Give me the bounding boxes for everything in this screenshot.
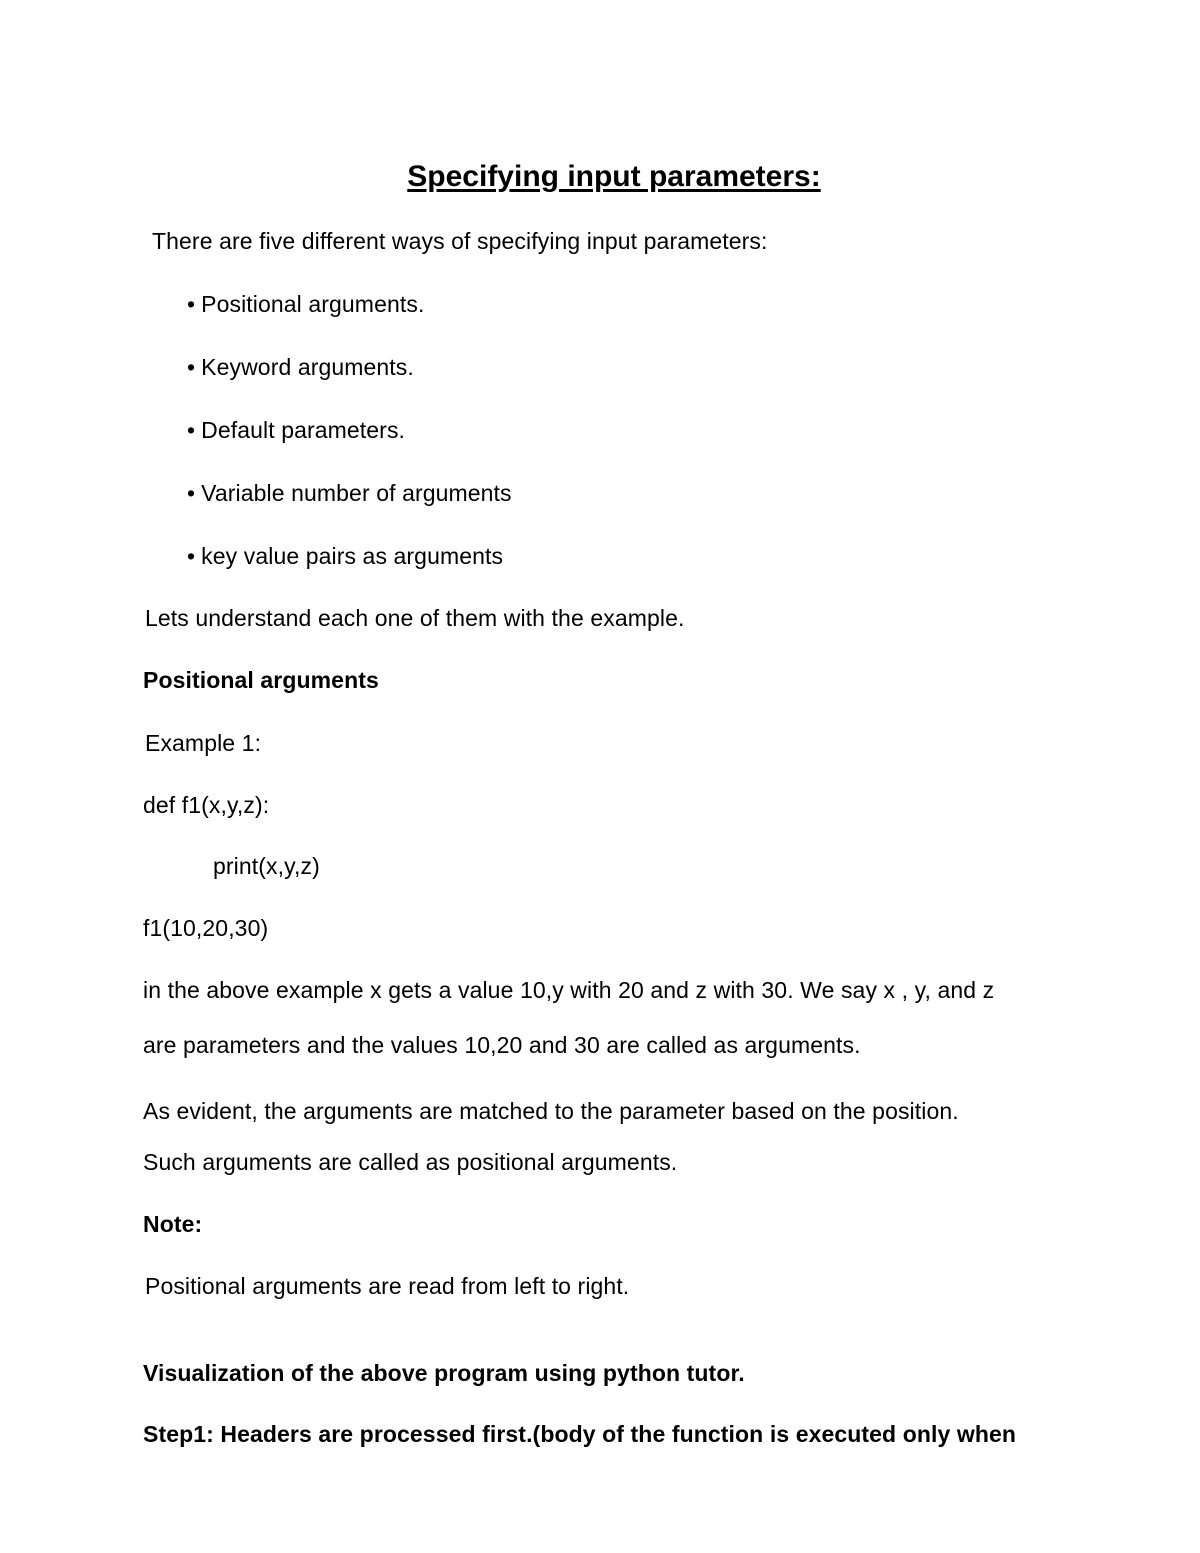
page-title: Specifying input parameters: xyxy=(407,160,821,193)
code-line: print(x,y,z) xyxy=(213,853,320,879)
bullet-item xyxy=(187,289,424,319)
intro-paragraph: There are five different ways of specifying input parameters: xyxy=(152,228,768,254)
code-line: f1(10,20,30) xyxy=(143,915,269,941)
bullet-icon: • xyxy=(187,417,196,443)
section-heading: Positional arguments xyxy=(143,667,379,693)
bullet-item-label: key value pairs as arguments xyxy=(201,543,504,569)
evident-paragraph: Such arguments are called as positional arguments. xyxy=(143,1149,678,1175)
lets-understand-paragraph: Lets understand each one of them with the example. xyxy=(145,605,685,631)
bullet-icon: • xyxy=(187,354,196,380)
bullet-item-label: Positional arguments. xyxy=(201,291,425,317)
bullet-icon: • xyxy=(187,291,196,317)
explanation-paragraph: are parameters and the values 10,20 and 30 are called as arguments. xyxy=(143,1032,861,1058)
visualization-heading: Visualization of the above program using python tutor. xyxy=(143,1360,745,1386)
step1-heading: Step1: Headers are processed first.(body of the function is executed only when xyxy=(143,1421,1017,1447)
bullet-item xyxy=(187,478,512,508)
bullet-item xyxy=(187,352,414,382)
bullet-item xyxy=(187,541,503,571)
bullet-item xyxy=(187,415,405,445)
explanation-paragraph: in the above example x gets a value 10,y with 20 and z with 30. We say x , y, and z xyxy=(143,977,995,1003)
bullet-item-label: Keyword arguments. xyxy=(201,354,414,380)
note-label: Note: xyxy=(143,1211,203,1237)
bullet-icon: • xyxy=(187,543,196,569)
bullet-item-label: Variable number of arguments xyxy=(201,480,512,506)
evident-paragraph: As evident, the arguments are matched to the parameter based on the position. xyxy=(143,1098,959,1124)
bullet-item-label: Default parameters. xyxy=(201,417,406,443)
note-text: Positional arguments are read from left to right. xyxy=(145,1273,630,1299)
example-label: Example 1: xyxy=(145,730,262,756)
bullet-icon: • xyxy=(187,480,196,506)
code-line: def f1(x,y,z): xyxy=(143,792,270,818)
